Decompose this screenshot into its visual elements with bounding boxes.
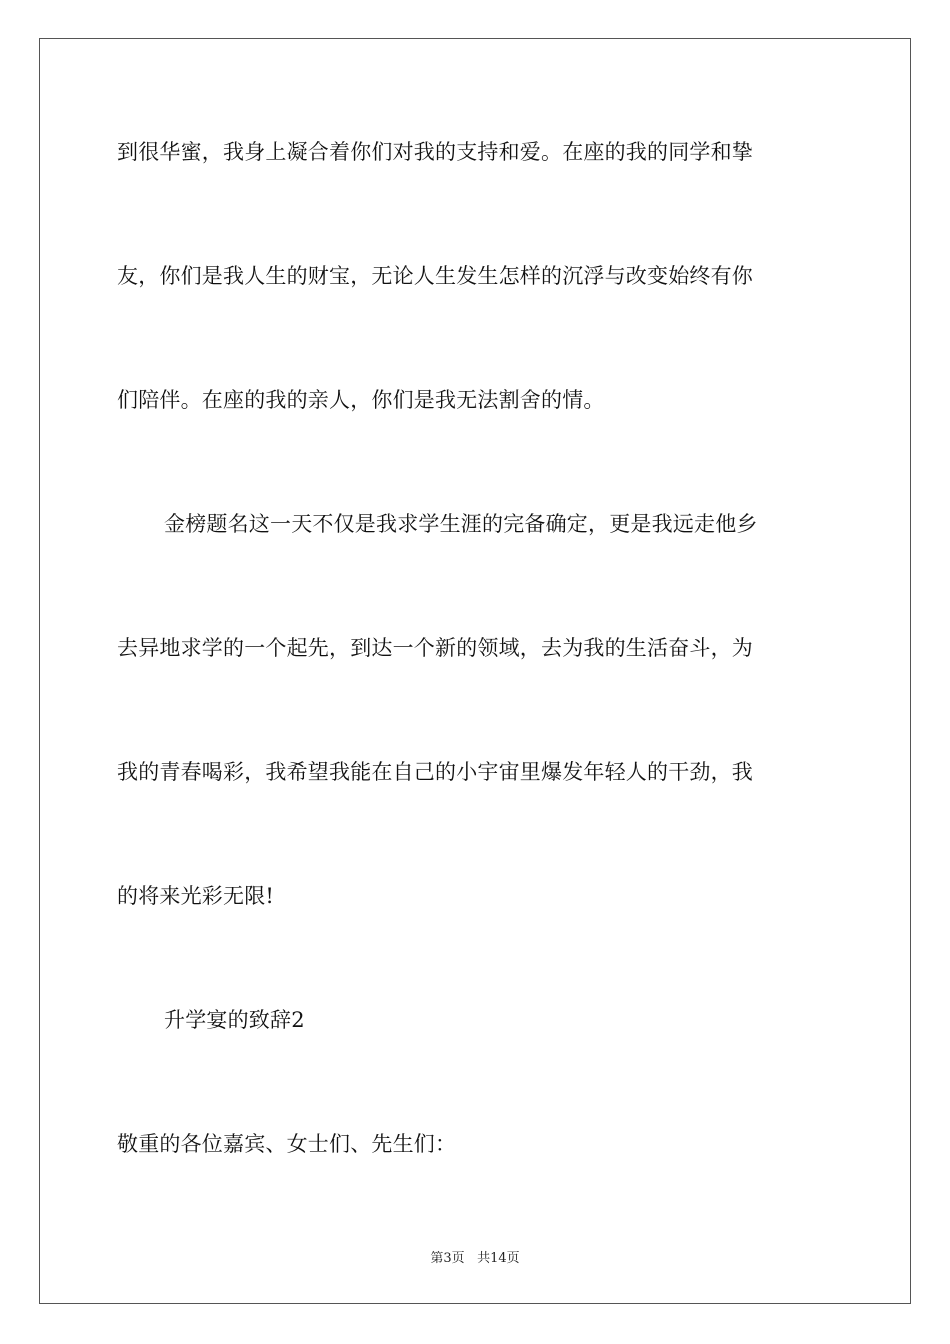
page-total: 共14页: [477, 1251, 520, 1266]
page-border: [39, 38, 911, 1304]
page-footer: [0, 1247, 950, 1266]
paragraph-2-line-3: 我的青春喝彩，我希望我能在自己的小宇宙里爆发年轻人的干劲，我: [117, 760, 753, 784]
salutation: 敬重的各位嘉宾、女士们、先生们：: [117, 1132, 457, 1156]
paragraph-1-line-2: 友，你们是我人生的财宝，无论人生发生怎样的沉浮与改变始终有你: [117, 264, 753, 288]
paragraph-2-line-2: 去异地求学的一个起先，到达一个新的领域，去为我的生活奋斗，为: [117, 636, 753, 660]
paragraph-1-line-1: 到很华蜜，我身上凝合着你们对我的支持和爱。在座的我的同学和挚: [117, 140, 753, 164]
page-number: 第3页: [430, 1251, 465, 1266]
paragraph-1-line-3: 们陪伴。在座的我的亲人，你们是我无法割舍的情。: [117, 388, 605, 412]
paragraph-2-line-4: 的将来光彩无限!: [117, 884, 275, 908]
section-heading: 升学宴的致辞2: [164, 1008, 305, 1032]
paragraph-2-line-1: 金榜题名这一天不仅是我求学生涯的完备确定，更是我远走他乡: [164, 512, 758, 536]
